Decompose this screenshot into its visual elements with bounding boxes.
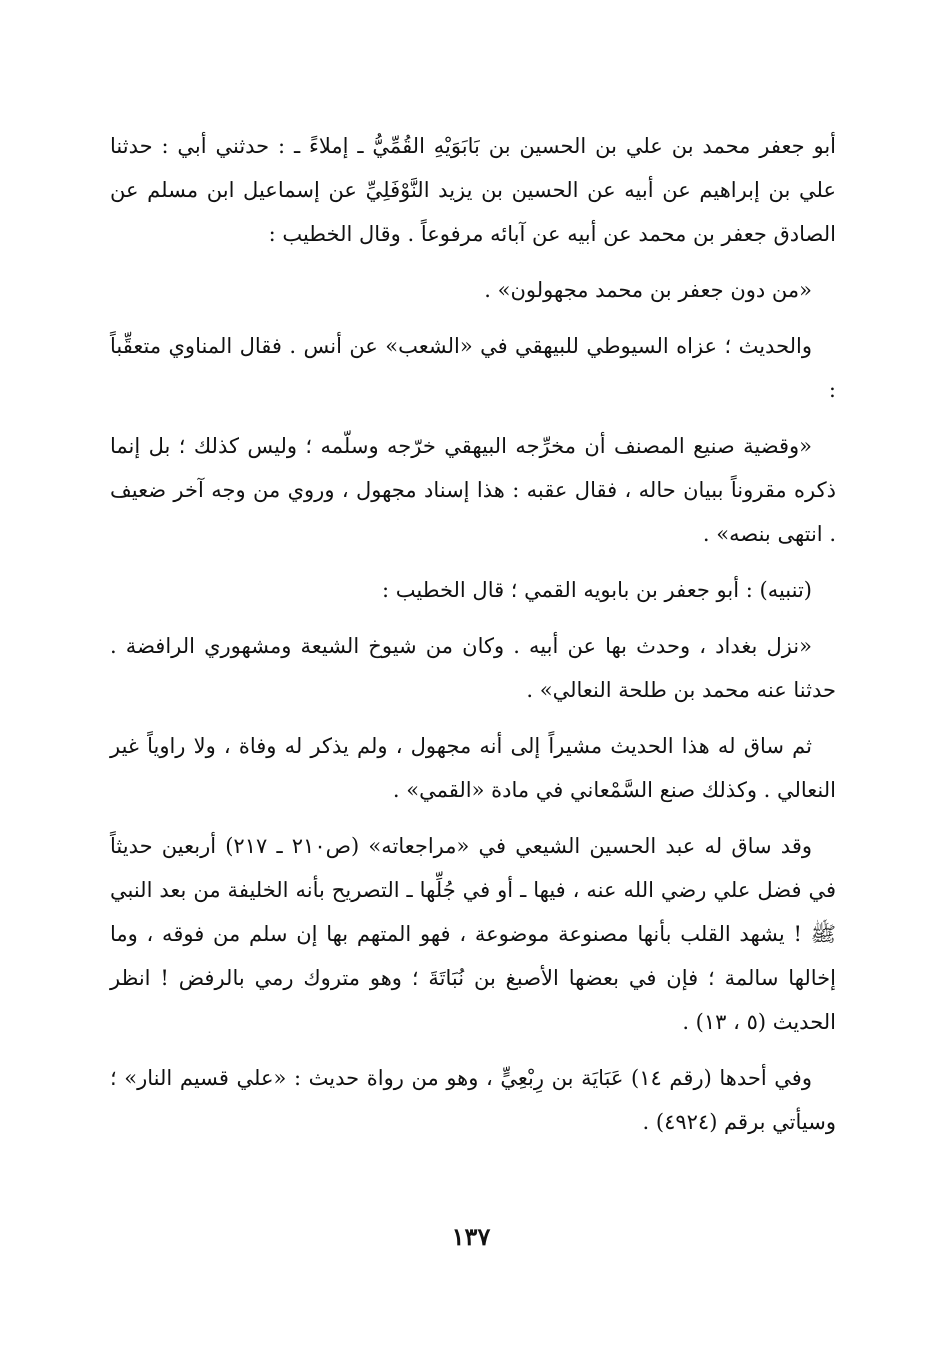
page-body [110, 124, 836, 1156]
paragraph-khatib-quote-2: «نزل بغداد ، وحدث بها عن أبيه . وكان من شيوخ الشيعة ومشهوري الرافضة . حدثنا عنه محمد بن طلحة النعالي» . [110, 634, 836, 702]
paragraph-munawi-quote: «وقضية صنيع المصنف أن مخرِّجه البيهقي خرّجه وسلّمه ؛ وليس كذلك ؛ بل إنما ذكره مقروناً ببيان حاله ، فقال عقبه : هذا إسناد مجهول ، وروي من وجه آخر ضعيف . انتهى بنصه» . [110, 434, 836, 546]
paragraph-abaya: وفي أحدها (رقم ١٤) عَبَايَة بن رِبْعِيٍّ ، وهو من رواة حديث : «علي قسيم النار» ؛ وسيأتي برقم (٤٩٢٤) . [110, 1066, 836, 1134]
paragraph-tanbih: (تنبيه) : أبو جعفر بن بابويه القمي ؛ قال الخطيب : [382, 578, 812, 602]
paragraph-isnad: أبو جعفر محمد بن علي بن الحسين بن بَابَوَيْهِ القُمِّيُّ ـ إملاءً ـ : حدثني أبي : حدثنا علي بن إبراهيم عن أبيه عن الحسين بن يزيد النَّوْفَلِيِّ عن إسماعيل ابن مسلم عن الصادق جعفر بن محمد عن أبيه عن آبائه مرفوعاً . وقال الخطيب : [110, 134, 836, 246]
paragraph-khatib-quote: «من دون جعفر بن محمد مجهولون» . [484, 278, 812, 302]
page-number: ١٣٧ [451, 1222, 491, 1251]
paragraph-suyuti: والحديث ؛ عزاه السيوطي للبيهقي في «الشعب» عن أنس . فقال المناوي متعقِّباً : [110, 334, 836, 402]
paragraph-abdulhusayn: وقد ساق له عبد الحسين الشيعي في «مراجعاته» (ص٢١٠ ـ ٢١٧) أربعين حديثاً في فضل علي رضي الله عنه ، فيها ـ أو في جُلِّها ـ التصريح بأنه الخليفة من بعد النبي ﷺ ! يشهد القلب بأنها مصنوعة موضوعة ، فهو المتهم بها إن سلم من فوقه ، وما إخالها سالمة ؛ فإن في بعضها الأصبغ بن نُبَاتَةَ ؛ وهو متروك رمي بالرفض ! انظر الحديث (٥ ، ١٣) . [110, 834, 836, 1034]
paragraph-commentary: ثم ساق له هذا الحديث مشيراً إلى أنه مجهول ، ولم يذكر له وفاة ، ولا راوياً غير النعالي . وكذلك صنع السَّمْعاني في مادة «القمي» . [110, 734, 836, 802]
